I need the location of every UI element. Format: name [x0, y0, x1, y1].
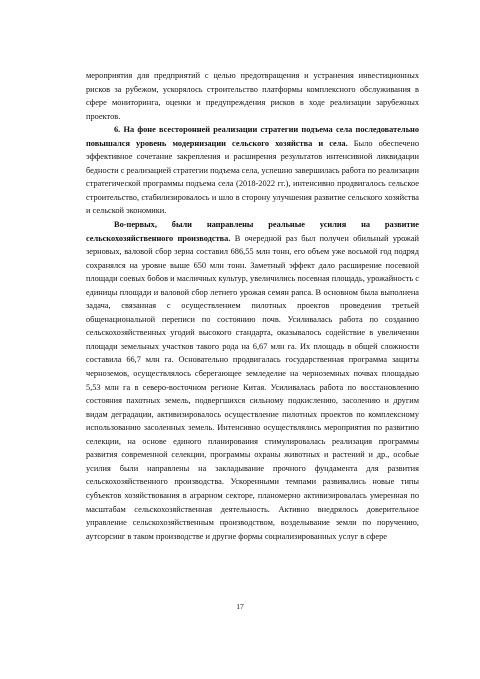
paragraph-3-text: В очередной раз был получен обильный урожай зерновых, валовой сбор зерна составил 686,55 млн тонн, его объем уже восьмой год подряд сохранялся на уровне выше 650 млн тонн. Заметный эффект дало расширение посевной площади соевых бобов и масличных культур, увеличились посевная площадь, урожайность с единицы площади и валовой сбор летнего урожая семян рапса. В основном была выполнена задача, связанная с осуществлением пилотных проектов проведения третьей общенациональной переписи по состоянию почв. Усиливалась работа по созданию сельскохозяйственных угодий высокого стандарта, оказывалось содействие в увеличении площади земельных участков такого рода на 6,67 млн га. Их площадь в общей сложности составила 66,7 млн га. Основательно продвигалась государственная программа защиты черноземов, осуществлялось сберегающее земледелие на черноземных почвах площадью 5,53 млн га в северо-восточном регионе Китая. Усиливалась работа по восстановлению состояния пахотных земель, подвергшихся сильному подкислению, засолению и другим видам деградации, активизировалось осуществление пилотных проектов по комплексному использованию засоленных земель. Интенсивно осуществлялись мероприятия по развитию селекции, на основе единого планирования стимулировалась реализация программы развития современной селекции, программы охраны животных и растений и др., особые усилия были направлены на закладывание прочного фундамента для развития сельскохозяйственного производства. Ускоренными темпами развивались новые типы субъектов хозяйствования в аграрном секторе, планомерно активизировалась умеренная по масштабам сельскохозяйственная деятельность. Активно внедрялось доверительное управление сельскохозяйственным производством, возделывание земли по поручению, аутсорсинг в таком производстве и другие формы социализированных услуг в сфере [86, 233, 419, 541]
paragraph-3 [86, 218, 419, 543]
paragraph-1 [86, 69, 419, 123]
page-body [86, 69, 419, 543]
paragraph-3-heading: Во-первых, были направлены реальные усилия на развитие сельскохозяйственного производства. [86, 220, 419, 243]
paragraph-2 [86, 123, 419, 218]
paragraph-1-text: мероприятия для предприятий с целью предотвращения и устранения инвестиционных рисков за рубежом, ускорялось строительство платформы комплексного обслуживания в сфере мониторинга, оценки и предупреждения рисков в ходе реализации зарубежных проектов. [86, 71, 419, 121]
paragraph-2-text: Было обеспечено эффективное сочетание закрепления и расширения результатов интенсивной ликвидации бедности с реализацией стратегии подъема села, успешно завершилась работа по реализации стратегической программы подъема села (2018-2022 гг.), интенсивно продвигалось сельское строительство, стабилизировалось и шло в сторону улучшения развитие сельского хозяйства и сельской экономики. [86, 138, 419, 216]
page-number: 17 [236, 602, 244, 611]
paragraph-2-heading: 6. На фоне всесторонней реализации стратегии подъема села последовательно повышался уровень модернизации сельского хозяйства и села. [86, 125, 419, 148]
